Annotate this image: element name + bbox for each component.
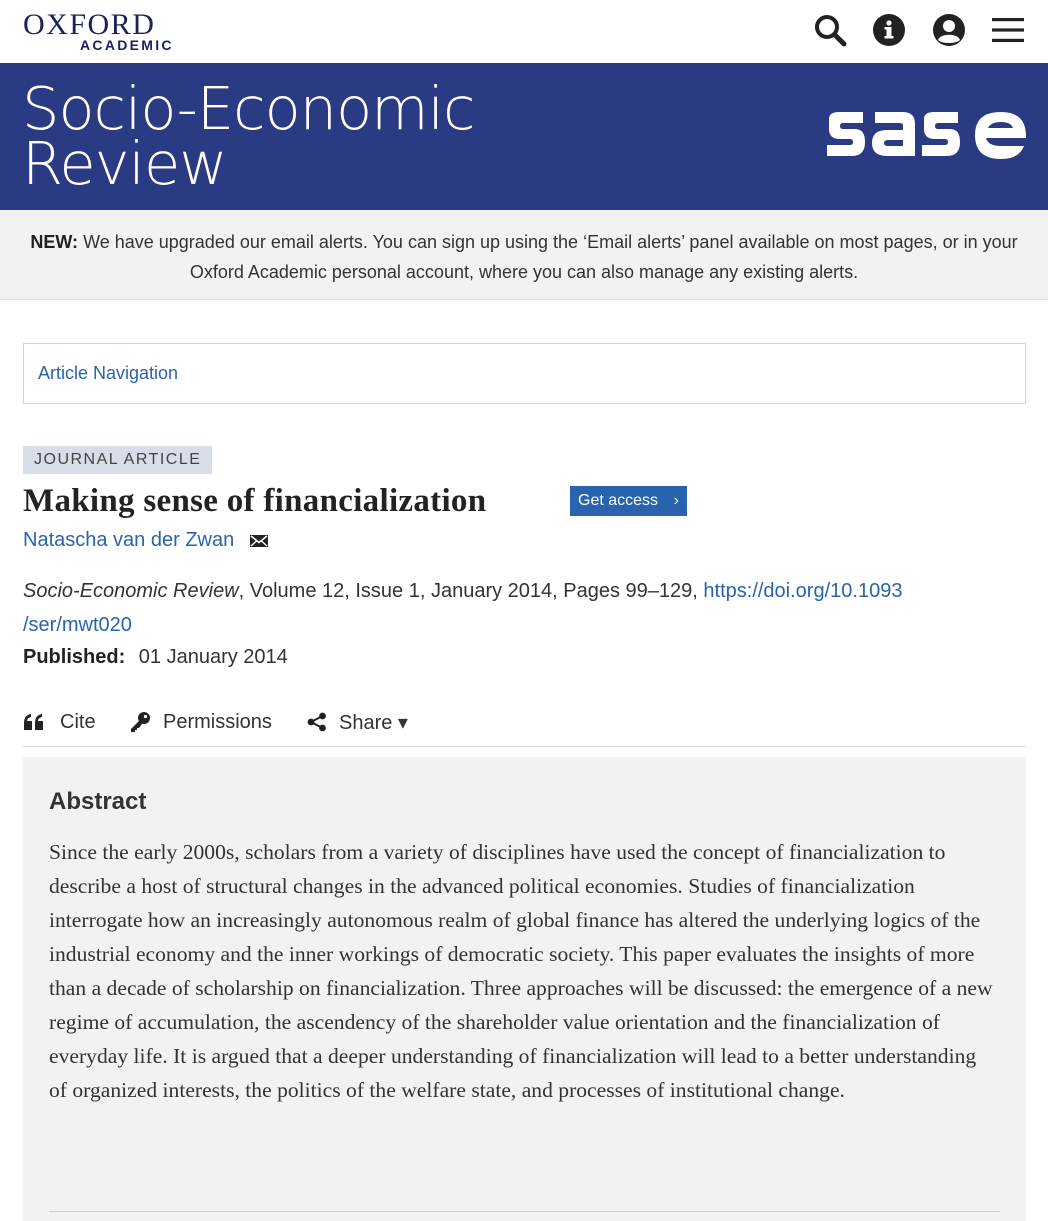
info-icon[interactable] <box>871 12 907 48</box>
journal-title-line1: Socio-Economic <box>22 74 475 143</box>
chevron-right-icon: › <box>673 492 679 509</box>
sase-logo[interactable] <box>825 109 1027 165</box>
cite-button[interactable] <box>23 707 96 737</box>
article-tools <box>23 703 1026 747</box>
journal-title-line2: Review <box>22 129 227 198</box>
logo-sub-text: ACADEMIC <box>80 37 174 53</box>
article-title: Making sense of financialization <box>23 483 487 519</box>
search-icon[interactable] <box>812 12 848 48</box>
published-label: Published: <box>23 646 126 668</box>
get-access-label: Get access <box>578 492 659 509</box>
article-type-tag: JOURNAL ARTICLE <box>23 446 212 474</box>
key-icon <box>129 711 151 733</box>
citation-journal: Socio-Economic Review <box>23 580 239 602</box>
email-alert-notice <box>0 210 1048 300</box>
abstract-section <box>23 757 1026 1221</box>
user-icon[interactable] <box>931 12 967 48</box>
article-navigation <box>23 343 1026 404</box>
cite-label: Cite <box>60 710 96 733</box>
email-icon[interactable] <box>249 533 269 549</box>
share-button[interactable] <box>307 707 408 737</box>
get-access-button[interactable] <box>570 486 687 516</box>
share-label: Share ▾ <box>339 711 408 734</box>
top-bar <box>0 0 1048 63</box>
doi-line1: https://doi.org/10.1093 <box>703 580 903 602</box>
alert-message: We have upgraded our email alerts. You can sign up using the ‘Email alerts’ panel available on most pages, or in your Oxford Academic personal account, where you can also manage any existing alerts. <box>83 232 1018 282</box>
oxford-academic-logo[interactable] <box>23 8 179 53</box>
article-navigation-link[interactable]: Article Navigation <box>38 363 179 383</box>
abstract-heading: Abstract <box>49 788 147 815</box>
published-info <box>23 642 288 672</box>
citation-line <box>23 574 1023 642</box>
quote-icon <box>23 713 45 731</box>
abstract-divider <box>49 1211 1000 1212</box>
doi-line2: /ser/mwt020 <box>23 614 132 636</box>
logo-main-text: OXFORD <box>23 8 156 41</box>
permissions-label: Permissions <box>163 710 272 733</box>
permissions-button[interactable] <box>129 707 272 737</box>
journal-banner <box>0 63 1048 210</box>
author-link[interactable]: Natascha van der Zwan <box>23 529 235 551</box>
citation-details: , Volume 12, Issue 1, January 2014, Pages 99–129, <box>238 580 704 602</box>
abstract-text: Since the early 2000s, scholars from a variety of disciplines have used the concept of financialization to describe a host of structural changes in the advanced political economies. Studies of financialization interrogate how an increasingly autonomous realm of global finance has altered the underlying logics of the industrial economy and the inner workings of democratic society. This paper evaluates the insights of more than a decade of scholarship on financialization. Three approaches will be discussed: the emergence of a new regime of accumulation, the ascendency of the shareholder value orientation and the financialization of everyday life. It is argued that a deeper understanding of financialization will lead to a better understanding of organized interests, the politics of the welfare state, and processes of institutional change. <box>49 840 993 1102</box>
share-icon <box>307 712 327 732</box>
menu-icon[interactable] <box>990 12 1026 48</box>
published-date: 01 January 2014 <box>138 646 288 668</box>
alert-label: NEW: <box>30 232 79 252</box>
journal-title[interactable] <box>22 74 475 198</box>
